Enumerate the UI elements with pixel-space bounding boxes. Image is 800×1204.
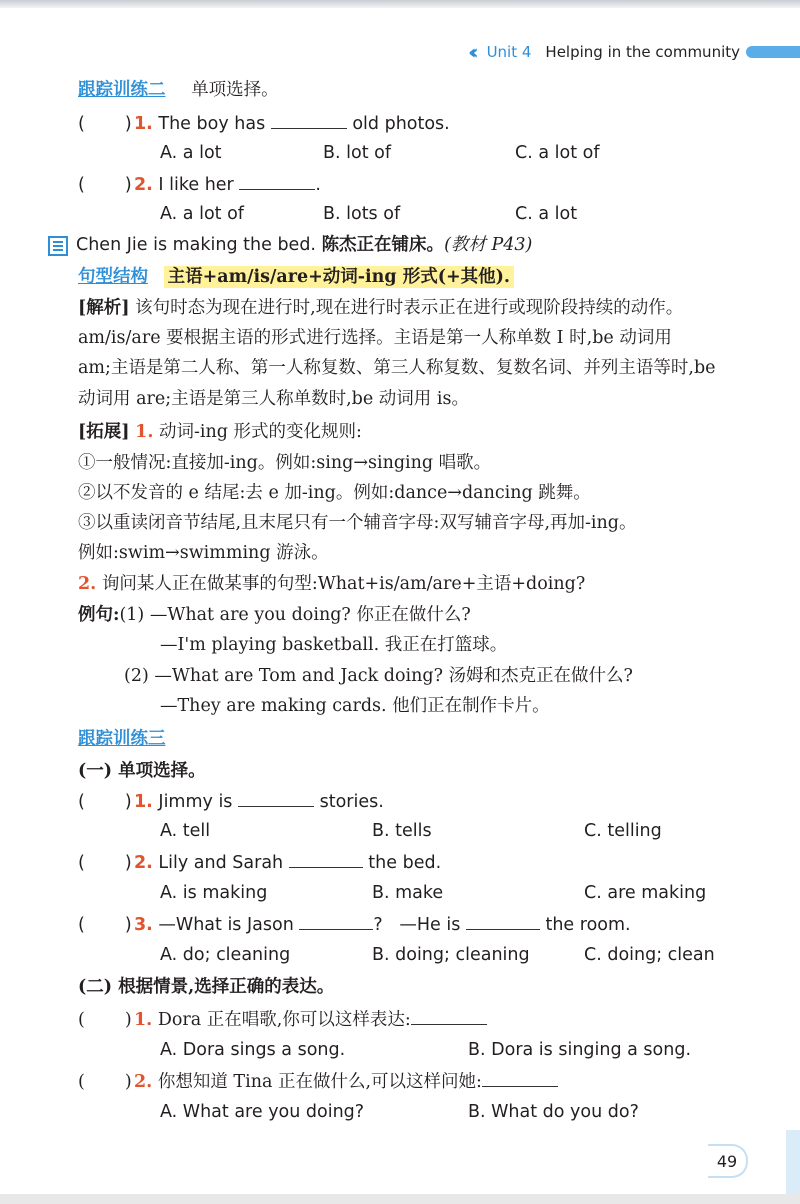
- extension-line: 2. 询问某人正在做某事的句型:What+is/am/are+主语+doing?: [78, 574, 586, 594]
- note-list-icon: [48, 236, 68, 256]
- option-a[interactable]: A. tell: [160, 821, 211, 841]
- option-b[interactable]: B. Dora is singing a song.: [468, 1040, 692, 1060]
- extension-label: [拓展]: [78, 422, 130, 442]
- answer-blank[interactable]: [466, 913, 540, 930]
- option-b[interactable]: B. lots of: [323, 204, 401, 224]
- answer-blank[interactable]: [482, 1070, 558, 1087]
- example-line: (2) —What are Tom and Jack doing? 汤姆和杰克正在做什么?: [124, 666, 633, 686]
- option-a[interactable]: A. do; cleaning: [160, 945, 291, 965]
- rule-line: 例如:swim→swimming 游泳。: [78, 543, 329, 563]
- analysis-line: 动词用 are;主语是第三人称单数时,be 动词用 is。: [78, 389, 469, 409]
- practice3-title: 跟踪训练三: [78, 729, 166, 749]
- practice2-instruction: 单项选择。: [191, 80, 279, 100]
- rule-line: ①一般情况:直接加-ing。例如:sing→singing 唱歌。: [78, 453, 492, 473]
- answer-blank[interactable]: [239, 173, 315, 190]
- option-b[interactable]: B. lot of: [323, 143, 391, 163]
- analysis-label: [解析]: [78, 298, 130, 318]
- answer-blank[interactable]: [271, 112, 347, 129]
- key-sentence: [76, 234, 532, 256]
- option-b[interactable]: B. tells: [372, 821, 432, 841]
- unit-title: Helping in the community: [545, 43, 740, 61]
- answer-blank[interactable]: [411, 1008, 487, 1025]
- extension-line: [拓展] 1. 动词-ing 形式的变化规则:: [78, 422, 362, 442]
- page-top-edge: [0, 0, 800, 8]
- option-a[interactable]: A. a lot: [160, 143, 222, 163]
- option-b[interactable]: B. What do you do?: [468, 1102, 639, 1122]
- structure-row: [78, 266, 514, 288]
- question-number: 2.: [134, 175, 153, 195]
- option-a[interactable]: A. Dora sings a song.: [160, 1040, 346, 1060]
- option-c[interactable]: C. a lot of: [515, 143, 600, 163]
- question-row: ( ) 1. The boy has old photos.: [78, 114, 450, 134]
- option-c[interactable]: C. are making: [584, 883, 707, 903]
- practice2-heading: [78, 79, 279, 101]
- part1-label: (一) 单项选择。: [78, 761, 206, 781]
- example-line: —They are making cards. 他们正在制作卡片。: [160, 696, 550, 716]
- option-b[interactable]: B. make: [372, 883, 444, 903]
- rule-line: ③以重读闭音节结尾,且末尾只有一个辅音字母:双写辅音字母,再加-ing。: [78, 513, 637, 533]
- double-chevron-left-icon: ‹‹: [468, 40, 473, 64]
- question-row: ( ) 2. I like her .: [78, 175, 321, 195]
- page-edge-tab: [786, 1130, 800, 1204]
- option-a[interactable]: A. a lot of: [160, 204, 244, 224]
- option-c[interactable]: C. doing; clean: [584, 945, 715, 965]
- answer-blank[interactable]: [238, 790, 314, 807]
- rule-line: ②以不发音的 e 结尾:去 e 加-ing。例如:dance→dancing 跳舞。: [78, 483, 591, 503]
- question-row: ( ) 2. Lily and Sarah the bed.: [78, 853, 442, 873]
- unit-label: Unit 4: [486, 43, 532, 61]
- page-number: 49: [708, 1144, 748, 1178]
- practice2-title: 跟踪训练二: [78, 80, 166, 100]
- header-accent-bar: [746, 46, 800, 58]
- analysis-line: [解析] 该句时态为现在进行时,现在进行时表示正在进行或现阶段持续的动作。: [78, 298, 684, 318]
- textbook-source: (教材 P43): [444, 235, 533, 255]
- option-a[interactable]: A. What are you doing?: [160, 1102, 365, 1122]
- option-c[interactable]: C. a lot: [515, 204, 578, 224]
- examples-label: 例句:: [78, 605, 120, 625]
- example-line: —I'm playing basketball. 我正在打篮球。: [160, 635, 508, 655]
- page-bottom-edge: [0, 1194, 800, 1204]
- answer-blank[interactable]: [299, 913, 373, 930]
- option-a[interactable]: A. is making: [160, 883, 268, 903]
- analysis-line: am/is/are 要根据主语的形式进行选择。主语是第一人称单数 I 时,be 动词用: [78, 328, 672, 348]
- key-sentence-en: Chen Jie is making the bed.: [76, 235, 316, 255]
- answer-blank[interactable]: [289, 851, 363, 868]
- option-b[interactable]: B. doing; cleaning: [372, 945, 530, 965]
- question-row: ( ) 1. Jimmy is stories.: [78, 792, 384, 812]
- example-line: 例句:(1) —What are you doing? 你正在做什么?: [78, 605, 471, 625]
- option-c[interactable]: C. telling: [584, 821, 662, 841]
- question-row: ( ) 1. Dora 正在唱歌,你可以这样表达:: [78, 1008, 487, 1031]
- question-row: ( ) 3. —What is Jason ? —He is the room.: [78, 915, 631, 935]
- part2-label: (二) 根据情景,选择正确的表达。: [78, 977, 335, 997]
- structure-label: 句型结构: [78, 267, 148, 287]
- key-sentence-cn: 陈杰正在铺床。: [321, 235, 445, 255]
- structure-formula: 主语+am/is/are+动词-ing 形式(+其他).: [164, 266, 514, 288]
- analysis-line: am;主语是第二人称、第一人称复数、第三人称复数、复数名词、并列主语等时,be: [78, 358, 716, 378]
- running-header: [468, 40, 800, 64]
- question-number: 1.: [134, 114, 153, 134]
- question-row: ( ) 2. 你想知道 Tina 正在做什么,可以这样问她:: [78, 1070, 558, 1093]
